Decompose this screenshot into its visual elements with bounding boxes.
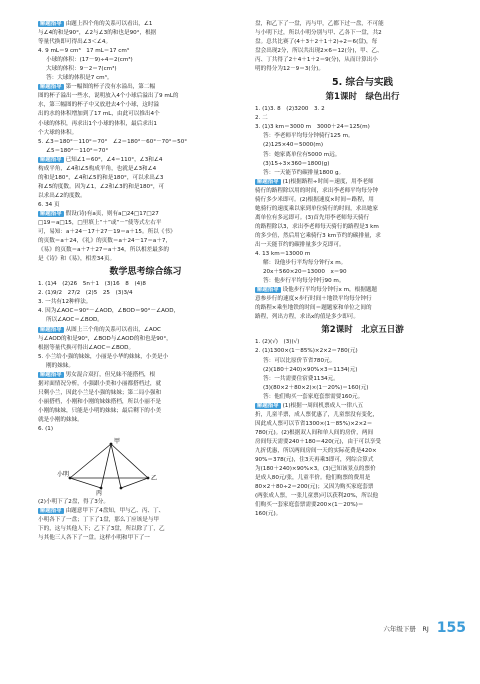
text-line: 1. (2)(√) (3)(√) [255, 339, 300, 346]
text-line: 与∠AOD的和是90°，∠BOD与∠AOD的和也是90°， [38, 335, 172, 342]
text-line: 80×2＋80÷2＝200(元)；又因为购买家庭套票 [255, 484, 374, 491]
unit-title: 5. 综合与实践 [331, 77, 394, 89]
text-line: 4. 9 mL＝9 cm³ 17 mL＝17 cm³ [38, 48, 130, 55]
text-line: ∠5＝180°－110°＝70° [46, 147, 109, 154]
text-line: 90%＝378(元)，住3天再乘3即可，列综合算式 [255, 457, 374, 464]
text-line: 5. 小兰给小强的妹妹，小丽是小华的妹妹，小美是小 [38, 353, 169, 360]
text-line: 刚的妹妹。 [46, 362, 74, 369]
text-line: 等量代换即可得出∠3＜∠4。 [38, 39, 112, 46]
text-line: 的和是180°，∠4和∠5的和是180°，可以求出∠3 [38, 174, 164, 181]
text-line: 为(180＋240)×90%×3。(3)已知该景点的票价 [255, 466, 376, 473]
text-line: 所以∠AOC＝∠BOD。 [46, 317, 103, 324]
text-line: 和∠5的度数。因为∠1，∠2和∠3的和是180°，可 [38, 183, 165, 190]
text-line: 6. 34 页 [38, 201, 60, 208]
text-line: (2)(180＋240)×90%×3＝1134(元) [263, 366, 358, 373]
tip-tag: 解题指导 [40, 84, 62, 91]
tip-tag: 解题指导 [257, 287, 279, 294]
text-line: 与其他三人各下了一盘。这样小明和甲下了一 [38, 535, 150, 542]
text-line: (3)15÷3×360＝1800(g) [263, 160, 330, 167]
book-label: 六年级下册 RJ [383, 624, 429, 633]
text-line: 2. (1)1300×(1－85%)×2×2＝780(元) [255, 348, 358, 355]
text-line: 答：大球的体积是7 cm³。 [46, 75, 113, 82]
text-line: 20x＋560×20＝13000 x＝90 [263, 269, 347, 276]
text-line: 160(元)。 [255, 511, 282, 518]
text-line: 可，易知：a＋24－17＋27－19＝a＋15。所以《书》 [38, 229, 176, 236]
text-line: 的页数＝a＋24，《礼》的页数＝a＋24－17＝a＋7， [38, 238, 172, 245]
left-column [38, 20, 253, 543]
text-line: 3. 一共有12种样法。 [38, 299, 92, 306]
text-line: 解题指导 第一幅图的杯子没有水溢出，第二幅 [40, 84, 156, 91]
text-line: 解：设他步行平均每分钟行x m。 [263, 260, 347, 267]
text-line: 小明各下了一盘；丁下了1盘，那么丁应该是与甲 [38, 517, 160, 524]
text-line: 个大球的体积。 [38, 129, 78, 136]
tip-tag: 解题指导 [40, 326, 62, 333]
text-line: 小球的体积：(17－9)÷4＝2(cm³) [46, 57, 133, 64]
text-line: 只剩小兰，因此小兰是小强的妹妹；第二局小强和 [38, 389, 162, 396]
tip-tag: 解题指导 [40, 508, 62, 515]
text-line: 丙、丁共得了2＋4＋1＋2＝9(分)，从而计算出小 [255, 57, 378, 64]
text-line: □19＝a□15，□里填上“＋”或“－”使等式左右平 [38, 220, 162, 227]
text-line: 出的水的体积增加到了17 mL，由此可以推出4个 [38, 111, 160, 118]
tip-tag: 解题指导 [257, 178, 279, 185]
text-line: 解题指导 男女混合双打，但兄妹不能搭档，根 [40, 371, 156, 378]
match-diagram [56, 436, 166, 496]
text-line: 解题指导 (1)根据路程÷时间＝速度，用李老师 [257, 178, 374, 185]
text-line: 的多少倍，然后用它乘骑行3 km节约的碳排量，求 [255, 232, 381, 239]
text-line: 她骑行的速度乘以家到单位骑行的时间，求出她家 [255, 205, 379, 212]
text-line: 构成平角，∠4和∠5构成平角，也就是∠3和∠4 [38, 165, 157, 172]
lesson-title: 第2课时 北京五日游 [321, 325, 404, 336]
text-line: 解题指导 设他步行平均每分钟行x m，根据题题 [257, 287, 378, 294]
text-line: 路程，列出方程，求出x的值是多少即可。 [255, 314, 359, 321]
text-line: 的路程×乘坐地铁的时间＝题题家和单位之间的 [255, 305, 372, 312]
text-line: 2. (1)9/2 27/2 (2)5 25 (3)3/4 [38, 290, 133, 297]
text-line: 与小明下过，所以小明分别与甲、乙各下一盘，共2 [255, 30, 382, 37]
text-line: 解题指导 从图上三个角的关系可以看出，∠AOC [40, 326, 161, 333]
node-label: 甲 [114, 438, 121, 446]
text-line: 答：一天能节约碳排量1800 g。 [263, 169, 345, 176]
lesson-title: 第1课时 绿色出行 [325, 92, 400, 103]
section-title: 数学思考综合练习 [109, 267, 182, 278]
text-line: 因此成人票可以节省1300×(1－85%)×2×2＝ [255, 420, 373, 427]
text-line: 2. 二 [255, 115, 268, 122]
tip-tag: 解题指导 [40, 156, 62, 163]
text-line: 1. (1)4 (2)26 5n＋1 (3)16 8 (4)8 [38, 281, 146, 288]
tip-tag: 解题指导 [40, 210, 62, 217]
text-line: 水，第三幅图的杯子中又放进去4个小球，这时溢 [38, 102, 160, 109]
text-line: 答：他们购买一套家庭套票需要160元。 [263, 393, 364, 400]
text-line: 以求出∠2的度数。 [38, 192, 86, 199]
text-line: 答：他步行平均每分钟行90 m。 [263, 278, 345, 285]
text-line: (3)(80×2＋80×2)×(1－20%)＝160(元) [263, 384, 369, 391]
text-line: 解题指导 (1)根据一周间机票成人一律八五 [257, 402, 364, 409]
text-line: 意参步行的速度×步行时间＋地铁平均每分钟行 [255, 296, 372, 303]
text-line: (2)小明下了2盘，得了3分。 [38, 499, 109, 506]
text-line: 4. 13 km＝13000 m [255, 251, 311, 258]
right-column [255, 20, 470, 519]
text-line: 骑行的路程除以用的时间，求出李老师平均每分钟 [255, 187, 379, 194]
text-line: 的路程除以3，求出李老师每天骑行的路程是3 km [255, 223, 379, 230]
text-line: 3. (1)3 km＝3000 m 3000＋24＝125(m) [255, 124, 370, 131]
text-line: 离单位有多远即可。(3)首先用李老师每天骑行 [255, 214, 370, 221]
text-line: 盘会出现2分，所以共出现2×6＝12(分)，甲、乙、 [255, 48, 383, 55]
text-line: 是成人80元/张，儿童半价。他们购票的费用是 [255, 475, 371, 482]
text-line: 解题指导 由题意甲下了4盘知，甲与乙、丙、丁、 [40, 508, 165, 515]
text-line: (两张成人票，一张儿童票)可以获利20%，所以他 [255, 493, 379, 500]
text-line: 图的杯子溢出一些水，说明放入4个小球后溢出了9 mL的 [38, 93, 179, 100]
page-number: 155 [436, 620, 466, 636]
text-line: 九折优惠，所以两间房间一天的实际花费是420× [255, 447, 377, 454]
text-line: 答：她家离单位有5000 m远。 [263, 151, 341, 158]
text-line: 明的得分为12－9＝3(分)。 [255, 66, 324, 73]
text-line: 1. (1)3. 8 (2)3200 3. 2 [255, 106, 325, 113]
tip-tag: 解题指导 [40, 21, 62, 27]
text-line: 答：李老师平均每分钟骑行125 m。 [263, 133, 354, 140]
text-line: 答：可以比原价节省780元。 [263, 357, 336, 364]
text-line: 大球的体积：9－2＝7(cm³) [46, 66, 117, 73]
text-line: 房间每天需要240＋180＝420(元)，由于可以享受 [255, 438, 381, 445]
text-line: 答：一共需要住宿费1134元。 [263, 375, 339, 382]
text-line: 6. (1) [38, 426, 54, 433]
text-line: 骑行多少米即可。(2)根据速度×时间＝路程，用 [255, 196, 374, 203]
text-line: 下的，这与其他人下；乙下了3盘，所以除了丁，乙 [38, 526, 165, 533]
text-line: 4. 因为∠AOC＝90°－∠AOD，∠BOD＝90°－∠AOD， [38, 308, 180, 315]
text-line: (2)125×40＝5000(m) [263, 142, 324, 149]
text-line: 盘，和乙下了一盘，丙与甲，乙都下过一盘，不可能 [255, 21, 384, 27]
text-line: 780(元)。(2)根据双人间和单人间的房价，两间 [255, 429, 374, 436]
node-label: 丙 [96, 490, 103, 497]
text-line: 与∠4的和是90°，∠2与∠3的和也是90°，根据 [38, 30, 157, 37]
text-line: 折，儿童半票，成人票优惠了，儿童票没有变化， [255, 411, 379, 418]
text-line: 就是小刚的妹妹。 [38, 416, 83, 423]
tip-tag: 解题指导 [257, 402, 279, 409]
node-label: 乙 [151, 475, 158, 483]
text-line: 根据等量代换可得出∠AOC＝∠BOD。 [38, 344, 135, 351]
text-line: 解题指导 已知∠1＝60°，∠4＝110°，∠3和∠4 [40, 156, 163, 163]
node-label: 小明 [57, 471, 70, 479]
text-line: 小刚的妹妹，只能是小明的妹妹；最后剩下的小美 [38, 407, 162, 414]
text-line: 据对面情况分析，小强跟小美和小丽都搭档过，就 [38, 380, 162, 387]
text-line: 是《诗》和《易》，相差34页。 [38, 256, 116, 263]
text-line: 小球的体积，再求出1个小球的体积，最后求出1 [38, 120, 157, 127]
text-line: 小丽搭档，小刚和小刚的妹妹搭档，所以小丽不是 [38, 398, 162, 405]
text-line: 解题指导 假设(诗)有a页，则有a□24□17□27 [40, 210, 159, 217]
text-line: 解题指导 由题上四个角的关系可以看出，∠1 [40, 21, 153, 27]
text-line: 出一天能节约的碳排量多少克即可。 [255, 241, 345, 248]
text-line: 5. ∠3＝180°－110°＝70° ∠2＝180°－60°－70°＝50° [38, 138, 188, 145]
page-footer [383, 620, 466, 636]
tip-tag: 解题指导 [40, 371, 62, 378]
text-line: 盘。总共比赛了(4＋3＋2＋1＋2)÷2＝6(盘)，每 [255, 39, 378, 46]
text-line: 《易》的页数＝a＋7＋27＝a＋34，所以相差最多的 [38, 247, 169, 254]
text-line: 们购买一套家庭套票需要200×(1－20%)＝ [255, 502, 364, 509]
